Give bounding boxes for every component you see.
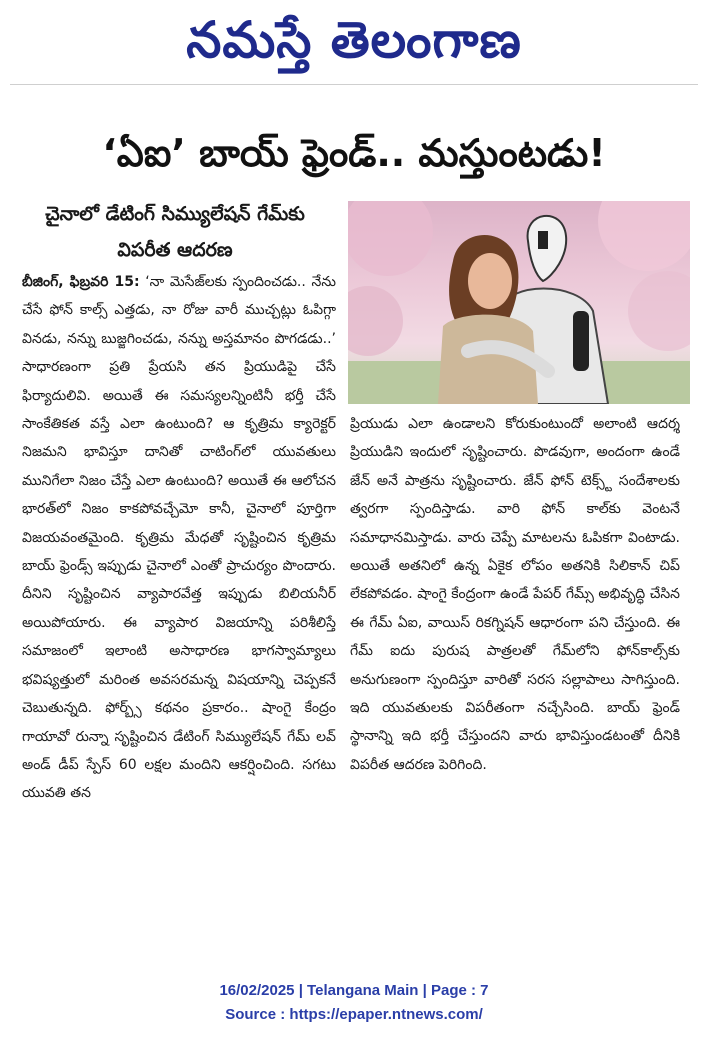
source-link[interactable]: Source : https://epaper.ntnews.com/	[225, 1006, 483, 1023]
masthead-title: నమస్తే తెలంగాణ	[186, 10, 522, 69]
article-column-left	[22, 268, 336, 948]
article-column-right: ప్రియుడు ఎలా ఉండాలని కోరుకుంటుందో అలాంటి ఆదర్శ ప్రియుడిని ఇందులో సృష్టించారు. పొడవుగా, అందంగా ఉండే జేన్ అనే పాత్రను సృష్టించారు. జేన్ ఫోన్ టెక్స్ట్ సందేశాలకు త్వరగా స్పందిస్తాడు. వారి ఫోన్ కాల్‌కు వెంటనే సమాధానమిస్తాడు. వారు చెప్పే మాటలను ఓపికగా వింటాడు. అయితే అతనిలో ఉన్న ఏకైక లోపం అతనికి సిలికాన్ చిప్ లేకపోవడం. షాంగై కేంద్రంగా ఉండే పేపర్ గేమ్స్ అభివృద్ధి చేసిన ఈ గేమ్ ఏఐ, వాయిస్ రికగ్నిషన్ ఆధారంగా పని చేస్తుంది. ఈ గేమ్ ఐదు పురుష పాత్రలతో గేమ్‌లోని ఫోన్‌కాల్స్‌కు అనుగుణంగా స్పందిస్తూ వారితో సరస సల్లాపాలు సాగిస్తుంది. ఇది యువతులకు విపరీతంగా నచ్చేసింది. బాయ్ ఫ్రెండ్ స్థానాన్ని ఇది భర్తీ చేస్తుందని వారు భావిస్తుండటంతో దీనికి విపరీత ఆదరణ పెరిగింది.	[350, 416, 680, 773]
masthead-divider	[10, 84, 698, 85]
article-dateline: బీజింగ్, ఫిబ్రవరి 15:	[22, 274, 140, 290]
article-headline: ‘ఏఐ’ బాయ్ ఫ్రెండ్.. మస్తుంటడు!	[102, 131, 606, 175]
article-column-left-text: ‘నా మెసేజ్‌లకు స్పందించడు.. నేను చేసే ఫోన్ కాల్స్ ఎత్తడు, నా రోజు వారీ ముచ్చట్లు ఓపిగ్గా వినడు, నన్ను బుజ్జగించడు, నన్ను అస్తమానం పొగడడు..’ సాధారణంగా ప్రతి ప్రేయసి తన ప్రియుడిపై చేసే ఫిర్యాదులివి. అయితే ఈ సమస్యలన్నింటినీ భర్తీ చేసే సాంకేతికత వస్తే ఎలా ఉంటుంది? ఆ కృత్రిమ క్యారెక్టర్ నిజమని భావిస్తూ దానితో చాటింగ్‌లో యువతులు మునిగేలా నిజం చేస్తే ఎలా ఉంటుంది? అయితే ఈ ఆలోచన భారత్‌లో నిజం కాకపోవచ్చేమో కానీ, చైనాలో పూర్తిగా విజయవంతమైంది. కృత్రిమ మేధతో సృష్టించిన కృత్రిమ బాయ్ ఫ్రెండ్స్ ఇప్పుడు చైనాలో ఎంతో ప్రాచుర్యం పొందారు. దీనిని సృష్టించిన వ్యాపారవేత్త ఇప్పుడు బిలియనీర్ అయిపోయారు. ఈ వ్యాపార విజయాన్ని పరిశీలిస్తే సమాజంలో ఇలాంటి అసాధారణ భాగస్వామ్యాలు భవిష్యత్తులో మరింత అవసరమన్న విషయాన్ని చెప్పకనే చెబుతున్నది. ఫోర్బ్స్ కథనం ప్రకారం.. షాంగై కేంద్రం గాయావో రున్నా సృష్టించిన డేటింగ్ సిమ్యులేషన్ గేమ్ లవ్ అండ్ డీప్ స్పేస్ 60 లక్షల మందిని ఆకర్షించింది. సగటు యువతి తన	[22, 274, 336, 802]
article-photo	[348, 201, 690, 404]
article-subheadline: చైనాలో డేటింగ్ సిమ్యులేషన్ గేమ్‌కు విపరీత ఆదరణ	[45, 203, 305, 261]
edition-info: 16/02/2025 | Telangana Main | Page : 7	[219, 982, 489, 999]
woman-robot-embrace-illustration	[348, 201, 690, 404]
